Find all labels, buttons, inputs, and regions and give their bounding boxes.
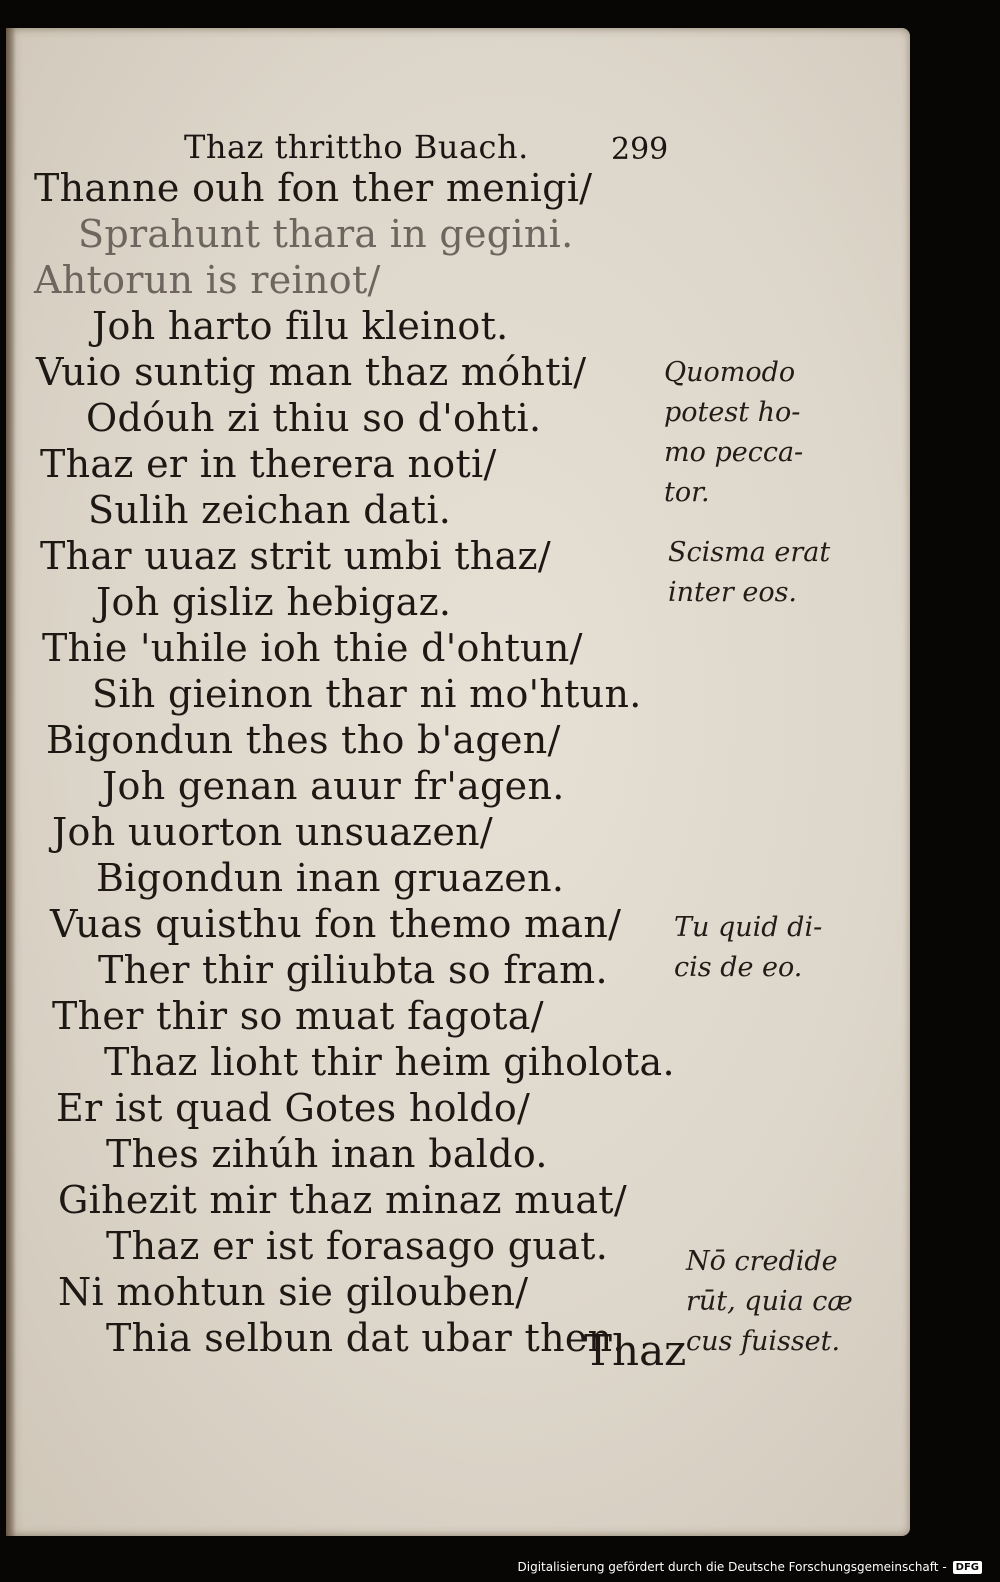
margin-note-line: potest ho- xyxy=(664,397,801,428)
margin-note-line: cus fuisset. xyxy=(686,1326,841,1357)
margin-note-line: mo pecca- xyxy=(664,437,804,468)
verse-line: Vuio suntig man thaz móhti/ xyxy=(36,350,587,394)
margin-note-non-crediderunt xyxy=(686,1242,853,1362)
margin-note-quomodo xyxy=(664,353,803,513)
verse-line: Thaz er ist forasago guat. xyxy=(106,1224,609,1268)
margin-note-line: inter eos. xyxy=(668,577,798,608)
verse-line: Joh genan auur fr'agen. xyxy=(102,764,565,808)
page-number: 299 xyxy=(611,132,669,167)
verse-line: Thes zihúh inan baldo. xyxy=(106,1132,548,1176)
verse-line: Ther thir so muat fagota/ xyxy=(52,994,544,1038)
margin-note-line: Tu quid di- xyxy=(674,912,823,943)
margin-note-tu-quid xyxy=(674,908,822,988)
page-gutter-shadow xyxy=(6,28,16,1536)
verse-line: Thanne ouh fon ther menigi/ xyxy=(34,166,593,210)
verse-line: Ahtorun is reinot/ xyxy=(34,258,381,302)
margin-note-line: Nō credide xyxy=(686,1246,838,1277)
verse-line: Thar uuaz strit umbi thaz/ xyxy=(40,534,551,578)
verse-line: Thia selbun dat ubar then. xyxy=(106,1316,625,1360)
margin-note-scisma xyxy=(668,533,830,613)
margin-note-line: Quomodo xyxy=(664,357,796,388)
verse-line: Bigondun thes tho b'agen/ xyxy=(46,718,561,762)
verse-line: Thie 'uhile ioh thie d'ohtun/ xyxy=(42,626,583,670)
verse-line: Gihezit mir thaz minaz muat/ xyxy=(58,1178,627,1222)
verse-line: Bigondun inan gruazen. xyxy=(96,856,565,900)
verse-line: Sprahunt thara in gegini. xyxy=(78,212,574,256)
margin-note-line: Scisma erat xyxy=(668,537,831,568)
verse-line: Ni mohtun sie gilouben/ xyxy=(58,1270,529,1314)
verse-line: Joh gisliz hebigaz. xyxy=(96,580,452,624)
verse-line: Sih gieinon thar ni mo'htun. xyxy=(92,672,642,716)
catchword: Thaz xyxy=(584,1326,687,1375)
verse-line: Ther thir giliubta so fram. xyxy=(98,948,608,992)
verse-line: Er ist quad Gotes holdo/ xyxy=(56,1086,531,1130)
verse-line: Vuas quisthu fon themo man/ xyxy=(50,902,622,946)
margin-note-line: rūt, quia cæ xyxy=(686,1286,853,1317)
book-page xyxy=(6,28,910,1536)
verse-line: Joh harto filu kleinot. xyxy=(92,304,509,348)
margin-note-line: cis de eo. xyxy=(674,952,803,983)
verse-line: Sulih zeichan dati. xyxy=(88,488,452,532)
verse-line: Thaz lioht thir heim giholota. xyxy=(104,1040,675,1084)
verse-line: Joh uuorton unsuazen/ xyxy=(52,810,494,854)
running-title: Thaz thrittho Buach. xyxy=(184,128,529,166)
credit-text: Digitalisierung gefördert durch die Deutsche Forschungsgemeinschaft - xyxy=(517,1560,947,1574)
dfg-logo: DFG xyxy=(953,1561,982,1574)
digitization-credit xyxy=(518,1556,983,1578)
verse-line: Thaz er in therera noti/ xyxy=(40,442,497,486)
margin-note-line: tor. xyxy=(664,477,710,508)
verse-line: Odóuh zi thiu so d'ohti. xyxy=(86,396,542,440)
